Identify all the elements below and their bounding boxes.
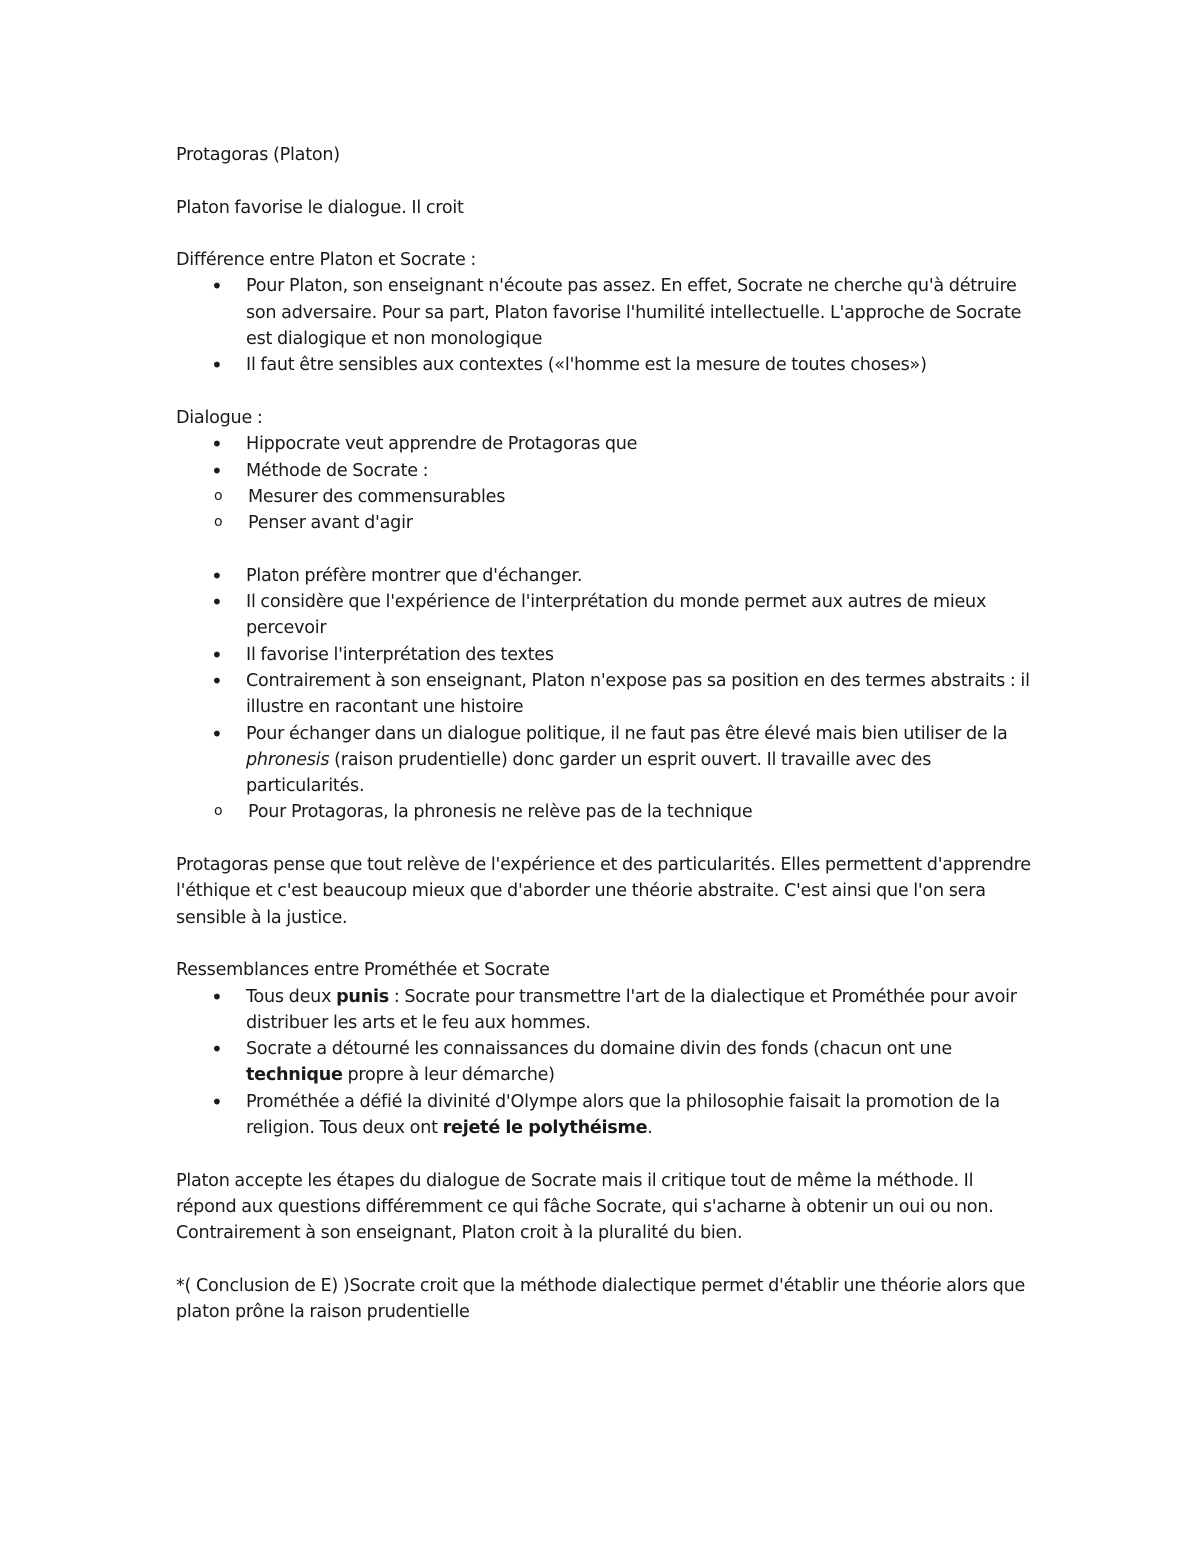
bullet-icon: • (211, 590, 223, 615)
list-item-text (246, 1039, 952, 1085)
list-item-text: Pour Platon, son enseignant n'écoute pas assez. En effet, Socrate ne cherche qu'à détruire son adversaire. Pour sa part, Platon favorise l'humilité intellectuelle. L'approche de Socrate est dialogique et non monologique (246, 276, 1022, 350)
sublist-item-text: Mesurer des commensurables (248, 486, 506, 507)
bullet-icon: • (211, 274, 223, 299)
bullet-icon: • (211, 458, 223, 483)
italic-term: phronesis (246, 749, 330, 770)
bullet-icon: • (211, 642, 223, 667)
text-run: propre à leur démarche) (342, 1065, 555, 1086)
list-item (176, 352, 1031, 378)
phronesis-sublist (176, 799, 1031, 825)
list-item-text: Il considère que l'expérience de l'interprétation du monde permet aux autres de mieux percevoir (246, 592, 987, 639)
text-run: Pour échanger dans un dialogue politique, il ne faut pas être élevé mais bien utiliser de la (246, 723, 1008, 744)
section-heading-ressemblances: Ressemblances entre Prométhée et Socrate (176, 960, 550, 981)
bold-term: technique (246, 1065, 343, 1086)
circle-bullet-icon: o (214, 487, 223, 504)
list-item (176, 431, 1031, 457)
list-item (176, 589, 1031, 642)
bullet-icon: • (211, 984, 223, 1009)
difference-list (176, 273, 1031, 378)
list-item (176, 273, 1031, 352)
sublist-item-text: Penser avant d'agir (248, 513, 413, 534)
list-item (176, 1089, 1031, 1142)
bullet-icon: • (211, 721, 223, 746)
text-run: (raison prudentielle) donc garder un esprit ouvert. Il travaille avec des particularités. (246, 749, 932, 797)
list-item-text (246, 1092, 1000, 1138)
circle-bullet-icon: o (214, 803, 223, 820)
list-item-text: Il favorise l'interprétation des textes (246, 644, 554, 665)
list-item (176, 668, 1031, 721)
dialogue-list (176, 431, 1031, 484)
text-run: Tous deux (246, 986, 337, 1007)
bold-term: rejeté le polythéisme (442, 1117, 648, 1138)
bullet-icon: • (211, 563, 223, 588)
intro-paragraph: Platon favorise le dialogue. Il croit (176, 197, 464, 218)
text-run: : Socrate pour transmettre l'art de la dialectique et Prométhée pour avoir distribuer les arts et le feu aux hommes. (246, 986, 1017, 1033)
list-item (176, 1036, 1031, 1089)
sublist-item (176, 510, 1031, 536)
dialogue-sublist-wrapper (176, 484, 1031, 537)
sublist-item (176, 799, 1031, 825)
list-item-text (246, 724, 1008, 797)
method-sublist (176, 484, 1031, 537)
text-run: Prométhée a défié la divinité d'Olympe alors que la philosophie faisait la promotion de la religion. Tous deux ont (246, 1091, 1000, 1138)
section-heading-dialogue: Dialogue : (176, 407, 263, 428)
sublist-container (176, 484, 1031, 537)
list-item-text: Il faut être sensibles aux contextes («l'homme est la mesure de toutes choses») (246, 355, 927, 376)
list-item-text: Méthode de Socrate : (246, 460, 429, 481)
list-item (176, 563, 1031, 589)
protagoras-paragraph: Protagoras pense que tout relève de l'expérience et des particularités. Elles permettent d'apprendre l'éthique et c'est beaucoup mieux que d'aborder une théorie abstraite. C'est ainsi que l'on sera sensible à la justice. (176, 855, 1031, 928)
list-item (176, 642, 1031, 668)
list-item-text (246, 987, 1017, 1033)
section-heading-difference: Différence entre Platon et Socrate : (176, 250, 477, 271)
ressemblances-list (176, 984, 1031, 1142)
dialogue-list-continued (176, 563, 1031, 826)
list-item (176, 984, 1031, 1037)
bullet-icon: • (211, 668, 223, 693)
document-body (176, 142, 1031, 1325)
bullet-icon: • (211, 1089, 223, 1114)
conclusion-paragraph: *( Conclusion de E) )Socrate croit que la méthode dialectique permet d'établir une théorie alors que platon prône la raison prudentielle (176, 1275, 1026, 1323)
list-item-text: Contrairement à son enseignant, Platon n'expose pas sa position en des termes abstraits : il illustre en racontant une histoire (246, 670, 1030, 718)
text-run: Socrate a détourné les connaissances du domaine divin des fonds (chacun ont une (246, 1039, 952, 1060)
platon-paragraph: Platon accepte les étapes du dialogue de Socrate mais il critique tout de même la méthode. Il répond aux questions différemment ce qui fâche Socrate, qui s'acharne à obtenir un oui ou non. Contrairement à son enseignant, Platon croit à la pluralité du bien. (176, 1170, 994, 1244)
list-item (176, 721, 1031, 826)
list-item-text: Hippocrate veut apprendre de Protagoras que (246, 434, 638, 455)
bullet-icon: • (211, 353, 223, 378)
bold-term: punis (336, 986, 389, 1007)
sublist-item-text: Pour Protagoras, la phronesis ne relève pas de la technique (248, 802, 753, 823)
list-item-text: Platon préfère montrer que d'échanger. (246, 565, 583, 586)
bullet-icon: • (211, 1037, 223, 1062)
bullet-icon: • (211, 432, 223, 457)
blank-line (176, 536, 1031, 562)
text-run: . (647, 1117, 653, 1138)
blank-line (176, 826, 1031, 852)
sublist-item (176, 484, 1031, 510)
list-item (176, 458, 1031, 484)
document-title: Protagoras (Platon) (176, 145, 340, 165)
circle-bullet-icon: o (214, 514, 223, 531)
